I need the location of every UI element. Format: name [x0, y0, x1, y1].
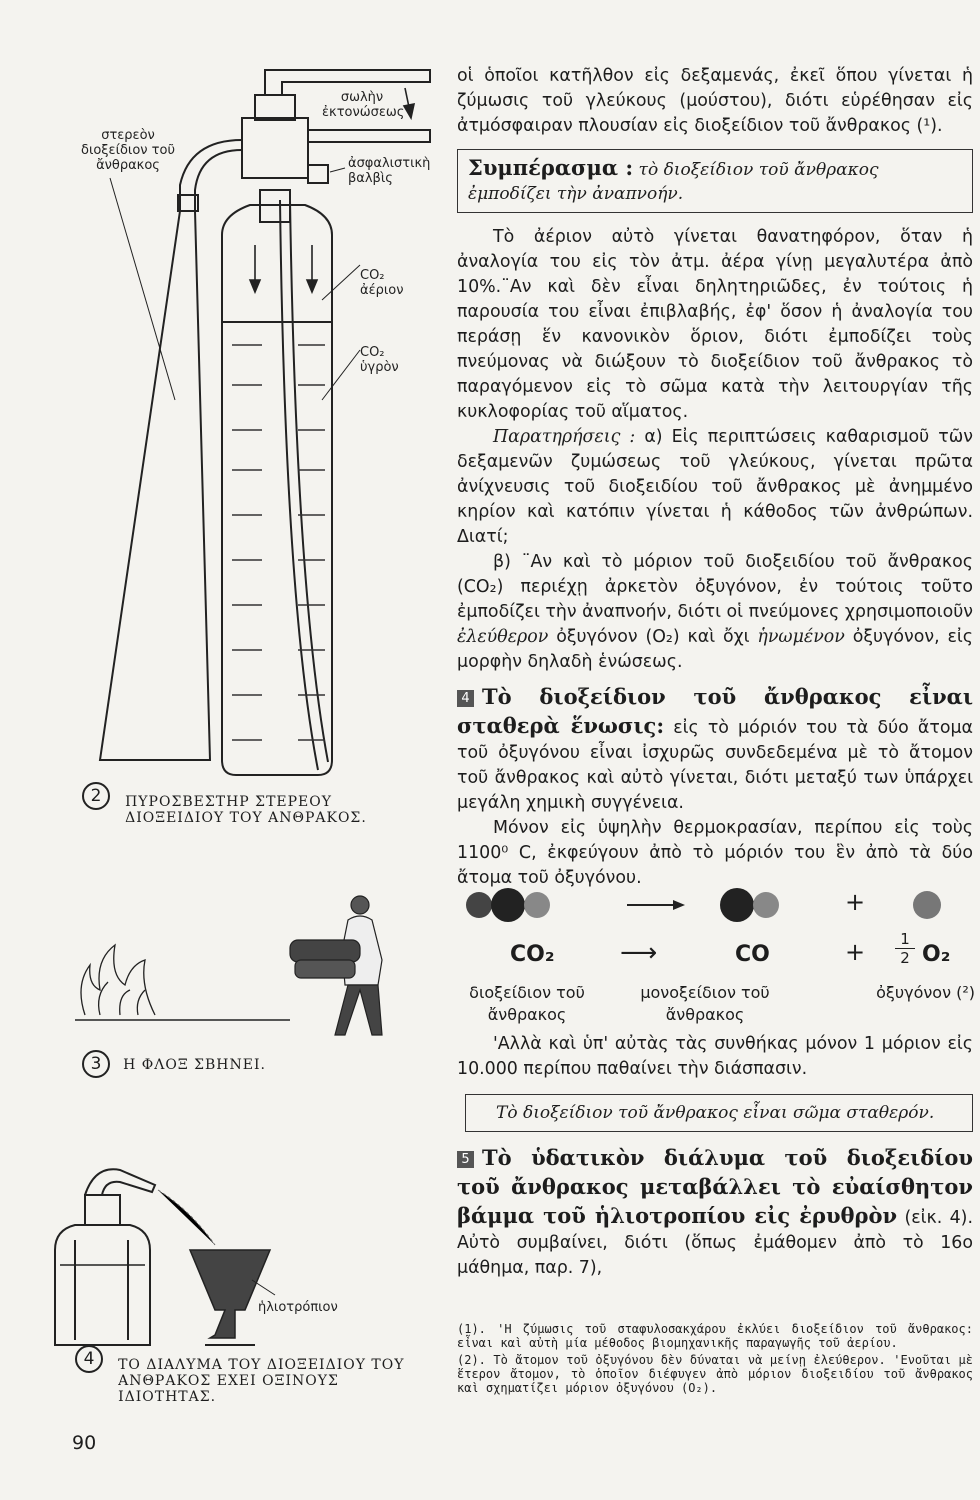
- footnote-2-mark: (2).: [457, 1353, 486, 1367]
- molecule-diagram: [457, 885, 973, 925]
- observation-b-start: β) ¨Αν καὶ τὸ μόριον τοῦ διοξειδίου τοῦ ἄνθρακος (CO₂) περιέχῃ ἀρκετὸν ὀξυγόνον, ἐν τούτοις τοῦτο ἐμποδίζει τὴν ἀναπνοήν, διότι οἱ πνεύμονες χρησιμοποιοῦν: [457, 552, 973, 622]
- footnote-1: [457, 1322, 973, 1350]
- observations: [457, 425, 973, 550]
- footnote-1-text: 'Η ζύμωσις τοῦ σταφυλοσακχάρου ἐκλύει διοξείδιον τοῦ ἄνθρακος: εἶναι καὶ αὐτὴ μία μέθοδος βιομηχανικῆς παραγωγῆς τοῦ ἀερίου.: [457, 1322, 973, 1350]
- label-solid-co2: στερεὸν διοξείδιον τοῦ ἄνθρακος: [81, 128, 175, 173]
- caption-text: ΤΟ ΔΙΑΛΥΜΑ ΤΟΥ ΔΙΟΞΕΙΔΙΟΥ ΤΟΥ ΑΝΘΡΑΚΟΣ ΕΧΕΙ ΟΞΙΝΟΥΣ ΙΔΙΟΤΗΤΑΣ.: [118, 1357, 405, 1405]
- paragraph-deadly: Τὸ ἀέριον αὐτὸ γίνεται θανατηφόρον, ὅταν ἡ ἀναλογία του εἰς τὸν ἀτμ. ἀέρα γίνῃ μεγαλυτέρα ἀπὸ 10%.¨Αν καὶ δὲν εἶναι δηλητηριῶδες, ἐν τούτοις ἡ παρουσία του εἶναι ἐπιβλαβής, ἐφ' ὅσον ἡ ἀναλογία του περάσῃ ἕν κανονικὸν ὅριον, διότι ἐμποδίζει τοὺς πνεύμονας νὰ διώξουν τὸ διοξείδιον τοῦ ἄνθρακος τὸ παραγόμενον εἰς τὸ σῶμα κατὰ τὴν λειτουργίαν τῆς κυκλοφορίας τοῦ αἵματος.: [457, 227, 973, 422]
- section-5: [457, 1144, 973, 1281]
- formula-plus: +: [845, 938, 866, 966]
- label-safety-valve: ἀσφαλιστικὴ βαλβὶς: [348, 156, 431, 186]
- observation-b-bound: ἡνωμένον: [757, 627, 845, 647]
- paragraph-high-temp: Μόνον εἰς ὑψηλὴν θερμοκρασίαν, περίπου εἰς τοὺς 1100⁰ C, ἐκφεύγουν ἀπὸ τὸ μόριόν του ἓν ἀπὸ τὰ δύο ἄτομα τοῦ ὀξυγόνου.: [457, 818, 973, 888]
- formula-half: [895, 930, 915, 967]
- label-co2-liquid: CO₂ ὑγρὸν: [360, 345, 399, 375]
- formula-co2: CO₂: [510, 942, 555, 967]
- figure-number: 2: [82, 782, 110, 810]
- body-text-column: [457, 64, 973, 891]
- stability-text: Τὸ διοξείδιον τοῦ ἄνθρακος εἶναι σῶμα σταθερόν.: [496, 1103, 935, 1123]
- label-co2-gas: CO₂ ἀέριον: [360, 268, 404, 298]
- footnote-2-text: Τὸ ἄτομον τοῦ ὀξυγόνου δὲν δύναται νὰ μείνῃ ἐλεύθερον. 'Ενοῦται μὲ ἕτερον ἄτομον, τὸ ὁποῖον διέφυγεν ἀπὸ μόριον διοξειδίου τοῦ ἄνθρακος καὶ σχηματίζει μόριον ὀξυγόνου (O₂).: [457, 1353, 974, 1395]
- observation-a: α) Εἰς περιπτώσεις καθαρισμοῦ τῶν δεξαμενῶν ζυμώσεως τοῦ γλεύκους, γίνεται πρῶτα ἀνίχνευσις τοῦ διοξειδίου τοῦ ἄνθρακος μὲ ἀνημμένο κηρίον καὶ κατόπιν γίνεται ἡ κάθοδος τῶν ἀνθρώπων. Διατί;: [457, 427, 973, 547]
- formula-arrow: ⟶: [620, 938, 658, 968]
- name-co: μονοξείδιον τοῦ ἄνθρακος: [640, 983, 770, 1024]
- page-number: 90: [72, 1432, 97, 1454]
- figure-4-caption: [75, 1345, 420, 1405]
- section-4-text: εἰς τὸ μόριόν του τὰ δύο ἄτομα τοῦ ὀξυγόνου εἶναι ἰσχυρῶς συνδεδεμένα μὲ τὸ ἄτομον τοῦ ἄνθρακος καὶ αὐτὸ γίνεται, διότι μεταξύ των ὑπάρχει μεγάλη χημικὴ συγγένεια.: [457, 718, 974, 813]
- label-hose: σωλὴν ἐκτονώσεως: [322, 90, 405, 120]
- half-denominator: 2: [900, 949, 910, 967]
- footnotes: [457, 1322, 973, 1395]
- caption-text: Η ΦΛΟΞ ΣΒΗΝΕΙ.: [123, 1057, 266, 1073]
- section-5-heading: Τὸ ὑδατικὸν διάλυμα τοῦ διοξειδίου τοῦ ἄνθρακος μεταβάλλει τὸ εὐαίσθητον βάμμα τοῦ ἡλιοτροπίου εἰς ἐρυθρὸν: [457, 1145, 973, 1228]
- half-numerator: 1: [895, 930, 915, 949]
- flame-extinguished-illustration: [60, 890, 420, 1040]
- conclusion-text: τὸ διοξείδιον τοῦ ἄνθρακος ἐμποδίζει τὴν ἀναπνοήν.: [468, 160, 879, 204]
- stability-box: [465, 1094, 973, 1132]
- formula-o2: O₂: [922, 942, 951, 967]
- paragraph-rare: 'Αλλὰ καὶ ὑπ' αὐτὰς τὰς συνθήκας μόνον 1 μόριον εἰς 10.000 περίπου παθαίνει τὴν διάσπασιν.: [457, 1034, 973, 1079]
- footnote-1-mark: (1).: [457, 1322, 486, 1336]
- conclusion-title: Συμπέρασμα :: [468, 155, 634, 180]
- section-5-number: 5: [457, 1151, 474, 1168]
- observation-b: [457, 550, 973, 675]
- section-4-number: 4: [457, 690, 474, 707]
- figure-number: 3: [82, 1050, 110, 1078]
- label-litmus: ἡλιοτρόπιον: [258, 1300, 338, 1315]
- litmus-solution-illustration: [40, 1140, 420, 1355]
- caption-text: ΠΥΡΟΣΒΕΣΤΗΡ ΣΤΕΡΕΟΥ ΔΙΟΞΕΙΔΙΟΥ ΤΟΥ ΑΝΘΡΑΚΟΣ.: [125, 794, 367, 826]
- observations-label: Παρατηρήσεις :: [493, 427, 636, 447]
- name-co2: διοξείδιον τοῦ ἄνθρακος: [469, 983, 585, 1024]
- section-4-heading: Τὸ διοξείδιον τοῦ ἄνθρακος εἶναι σταθερὰ ἕνωσις:: [457, 684, 973, 738]
- observation-b-free: ἐλεύθερον: [457, 627, 549, 647]
- observation-b-end: ὀξυγόνον, εἰς μορφὴν δηλαδὴ ἑνώσεως.: [457, 627, 973, 672]
- observation-b-mid: ὀξυγόνον (O₂) καὶ ὄχι: [556, 627, 750, 647]
- formula-co: CO: [735, 942, 770, 967]
- conclusion-box: [457, 149, 973, 213]
- figure-number: 4: [75, 1345, 103, 1373]
- name-o2: ὀξυγόνον (²): [876, 983, 975, 1002]
- figure-3-caption: [82, 1050, 402, 1078]
- plus-atoms: +: [845, 888, 866, 916]
- section-4: [457, 683, 973, 816]
- section-5-text: (εἰκ. 4). Αὐτὸ συμβαίνει, διότι (ὅπως ἐμάθομεν ἀπὸ τὸ 16ο μάθημα, παρ. 7),: [457, 1208, 973, 1278]
- figure-2-caption: [82, 782, 412, 826]
- body-text-column-2: [457, 1032, 973, 1281]
- paragraph-intro: οἱ ὁποῖοι κατῆλθον εἰς δεξαμενάς, ἐκεῖ ὅπου γίνεται ἡ ζύμωσις τοῦ γλεύκους (μούστου), διότι εὑρέθησαν εἰς ἀτμόσφαιραν πλουσίαν εἰς διοξείδιον τοῦ ἄνθρακος (¹).: [457, 66, 973, 136]
- footnote-2: [457, 1353, 973, 1395]
